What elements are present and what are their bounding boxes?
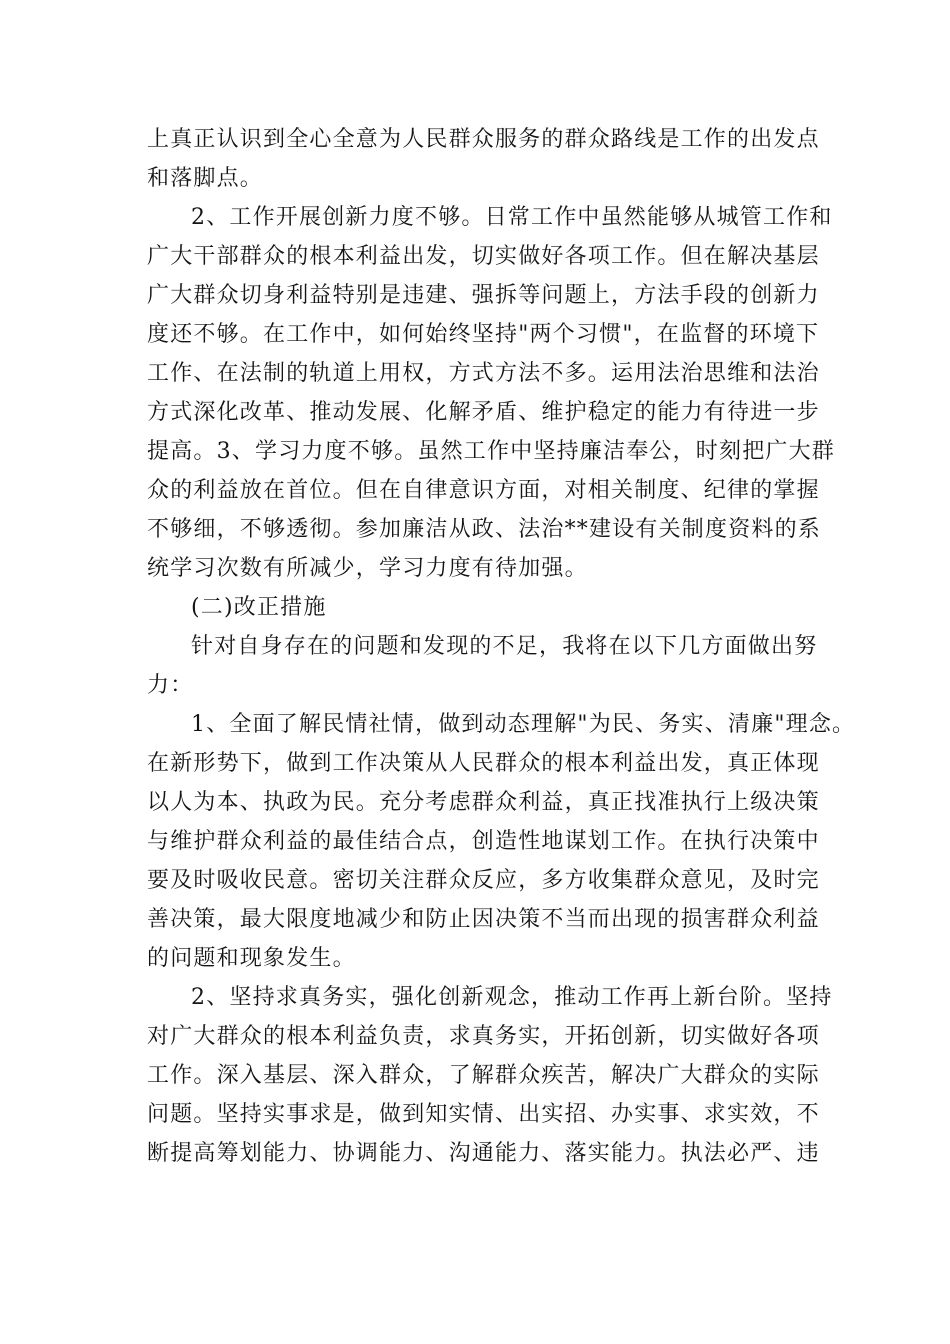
text-line: 众的利益放在首位。但在自律意识方面，对相关制度、纪律的掌握 <box>147 478 820 503</box>
text-line: 针对自身存在的问题和发现的不足，我将在以下几方面做出努 <box>191 634 818 659</box>
text-line: 断提高筹划能力、协调能力、沟通能力、落实能力。执法必严、违 <box>147 1141 820 1166</box>
text-line: 与维护群众利益的最佳结合点，创造性地谋划工作。在执行决策中 <box>147 829 820 854</box>
text-line: 善决策，最大限度地减少和防止因决策不当而出现的损害群众利益 <box>147 907 820 932</box>
text-line: 方式深化改革、推动发展、化解矛盾、维护稳定的能力有待进一步 <box>147 400 820 425</box>
text-line: 广大干部群众的根本利益出发，切实做好各项工作。但在解决基层 <box>147 244 820 269</box>
section-heading: (二)改正措施 <box>191 595 327 620</box>
text-line: 2、坚持求真务实，强化创新观念，推动工作再上新台阶。坚持 <box>191 985 833 1010</box>
text-line: 工作。深入基层、深入群众，了解群众疾苦，解决广大群众的实际 <box>147 1063 820 1088</box>
text-line: 提高。3、学习力度不够。虽然工作中坚持廉洁奉公，时刻把广大群 <box>147 439 835 464</box>
text-line: 以人为本、执政为民。充分考虑群众利益，真正找准执行上级决策 <box>147 790 820 815</box>
text-line: 在新形势下，做到工作决策从人民群众的根本利益出发，真正体现 <box>147 751 820 776</box>
text-line: 广大群众切身利益特别是违建、强拆等问题上，方法手段的创新力 <box>147 283 820 308</box>
text-line: 上真正认识到全心全意为人民群众服务的群众路线是工作的出发点 <box>147 127 820 152</box>
text-line: 不够细，不够透彻。参加廉洁从政、法治**建设有关制度资料的系 <box>147 517 822 542</box>
text-line: 力： <box>147 673 194 698</box>
text-line: 度还不够。在工作中，如何始终坚持"两个习惯"，在监督的环境下 <box>147 322 820 347</box>
text-line: 2、工作开展创新力度不够。日常工作中虽然能够从城管工作和 <box>191 205 833 230</box>
text-line: 问题。坚持实事求是，做到知实情、出实招、办实事、求实效，不 <box>147 1102 820 1127</box>
text-line: 的问题和现象发生。 <box>147 946 356 971</box>
text-line: 要及时吸收民意。密切关注群众反应，多方收集群众意见，及时完 <box>147 868 820 893</box>
text-line: 对广大群众的根本利益负责，求真务实，开拓创新，切实做好各项 <box>147 1024 820 1049</box>
text-line: 统学习次数有所减少，学习力度有待加强。 <box>147 556 588 581</box>
text-line: 和落脚点。 <box>147 166 264 191</box>
text-line: 工作、在法制的轨道上用权，方式方法不多。运用法治思维和法治 <box>147 361 820 386</box>
text-line: 1、全面了解民情社情，做到动态理解"为民、务实、清廉"理念。 <box>191 712 856 737</box>
